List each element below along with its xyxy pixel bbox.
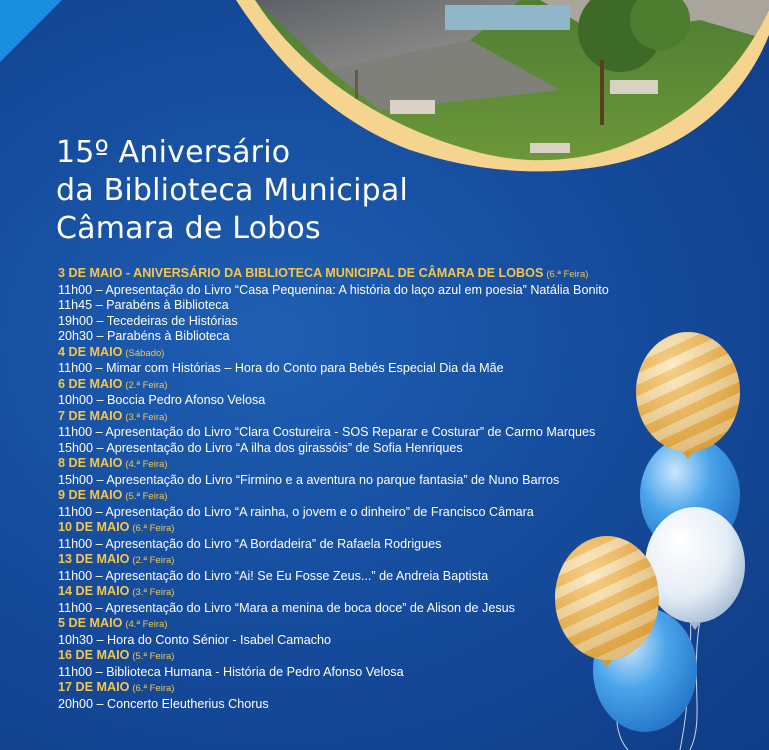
weekday-label: (4.ª Feira) (125, 459, 168, 470)
schedule-event: 15h00 – Apresentação do Livro “Firmino e a aventura no parque fantasia” de Nuno Barros (58, 472, 560, 487)
schedule-event: 11h45 – Parabéns à Biblioteca (58, 298, 229, 312)
date-label: 17 DE MAIO (58, 680, 130, 694)
weekday-label: (3.ª Feira) (125, 411, 168, 423)
title-line-2: da Biblioteca Municipal (56, 173, 409, 208)
schedule-event: 15h00 – Apresentação do Livro “A ilha dos girassóis” de Sofia Henriques (58, 440, 463, 455)
weekday-label: (5.ª Feira) (132, 651, 175, 662)
date-label: 3 DE MAIO - ANIVERSÁRIO DA BIBLIOTECA MUNICIPAL DE CÂMARA DE LOBOS (58, 266, 544, 280)
date-label: 4 DE MAIO (58, 344, 123, 359)
schedule-event: 11h00 – Apresentação do Livro “Mara a menina de boca doce” de Alison de Jesus (58, 600, 515, 615)
poster-title (56, 134, 408, 248)
title-line-1: 15º Aniversário (56, 135, 291, 170)
date-label: 6 DE MAIO (58, 376, 123, 391)
schedule-event: 11h00 – Biblioteca Humana - História de Pedro Afonso Velosa (58, 664, 404, 679)
title-line-3: Câmara de Lobos (56, 211, 321, 246)
schedule-event: 10h30 – Hora do Conto Sénior - Isabel Camacho (58, 632, 332, 647)
date-label: 14 DE MAIO (58, 584, 130, 598)
balloons-illustration (540, 320, 769, 750)
weekday-label: (3.ª Feira) (132, 587, 175, 598)
date-label: 9 DE MAIO (58, 488, 123, 502)
schedule-event: 20h30 – Parabéns à Biblioteca (58, 329, 230, 343)
date-label: 10 DE MAIO (58, 520, 130, 534)
schedule-event: 11h00 – Apresentação do Livro “Ai! Se Eu Fosse Zeus...” de Andreia Baptista (58, 568, 489, 583)
weekday-label: (5.ª Feira) (125, 491, 168, 502)
date-label: 7 DE MAIO (58, 408, 123, 423)
schedule-event: 20h00 – Concerto Eleutherius Chorus (58, 696, 269, 711)
corner-ribbon (0, 0, 62, 62)
weekday-label: (2.ª Feira) (125, 379, 168, 391)
schedule-event: 11h00 – Apresentação do Livro “A Bordadeira” de Rafaela Rodrigues (58, 536, 442, 551)
weekday-label: (2.ª Feira) (132, 555, 175, 566)
schedule-event: 11h00 – Apresentação do Livro “Casa Pequenina: A história do laço azul em poesia” Natália Bonito (58, 282, 609, 297)
weekday-label: (6.ª Feira) (132, 683, 175, 694)
weekday-label: (6.ª Feira) (132, 523, 175, 534)
date-label: 13 DE MAIO (58, 552, 130, 566)
date-label: 5 DE MAIO (58, 616, 123, 630)
schedule-date-heading (58, 266, 658, 283)
schedule-event: 10h00 – Boccia Pedro Afonso Velosa (58, 393, 266, 407)
weekday-label: (4.ª Feira) (125, 619, 168, 630)
schedule-event: 11h00 – Apresentação do Livro “A rainha, o jovem e o dinheiro” de Francisco Câmara (58, 504, 534, 519)
weekday-label: (6.ª Feira) (546, 269, 589, 280)
date-label: 16 DE MAIO (58, 648, 130, 662)
schedule-event: 19h00 – Tecedeiras de Histórias (58, 313, 238, 328)
schedule-event: 11h00 – Mimar com Histórias – Hora do Conto para Bebés Especial Dia da Mãe (58, 361, 504, 375)
weekday-label: (Sábado) (125, 347, 165, 359)
schedule-event: 11h00 – Apresentação do Livro “Clara Costureira - SOS Reparar e Costurar” de Carmo Marques (58, 425, 596, 439)
date-label: 8 DE MAIO (58, 456, 123, 470)
balloon-gold-top (636, 332, 740, 459)
